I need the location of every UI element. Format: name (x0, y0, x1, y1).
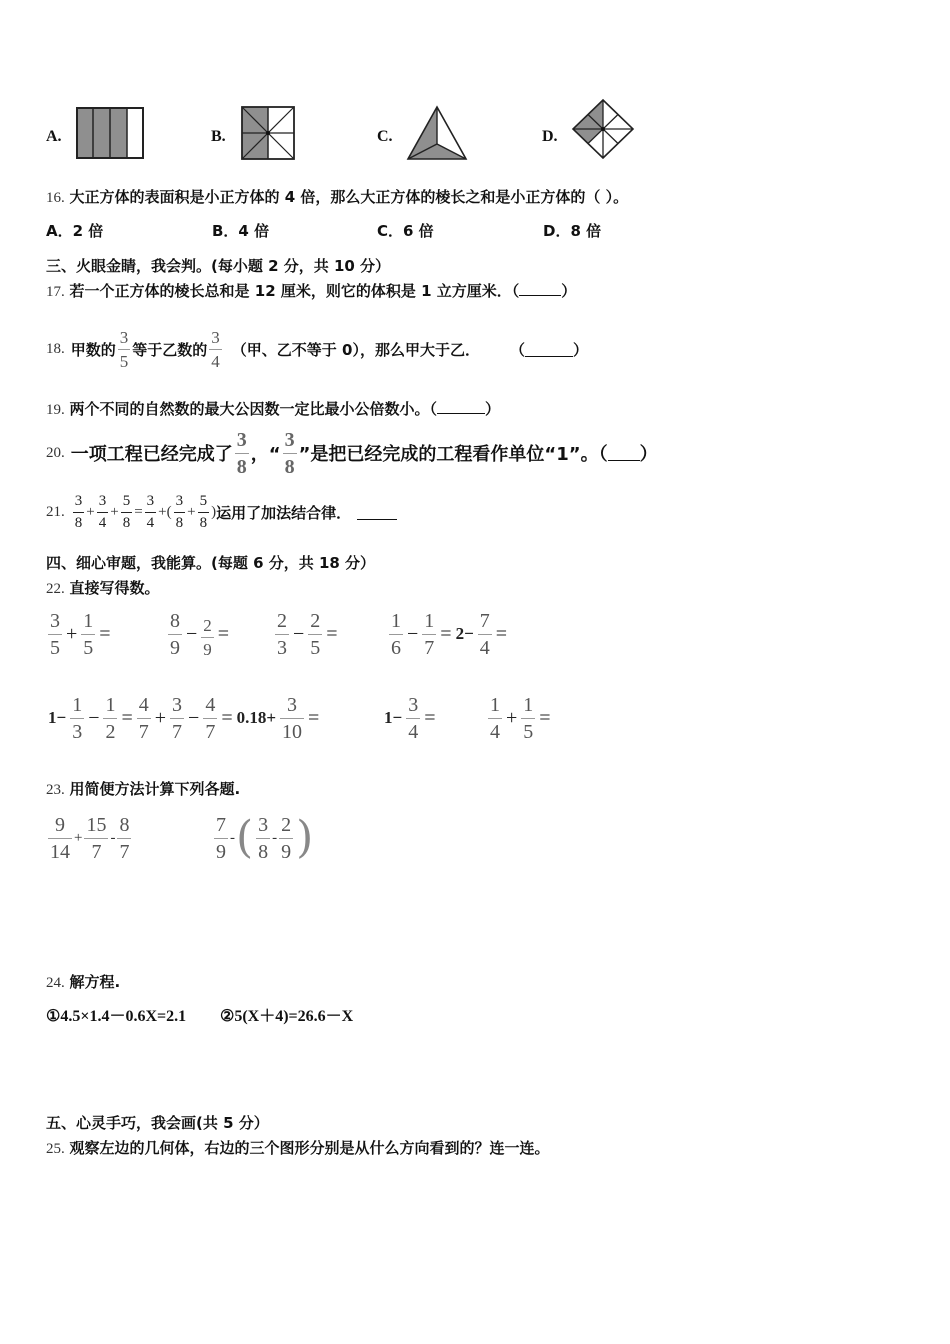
operator: ) (211, 503, 217, 520)
question-text: 观察左边的几何体，右边的三个图形分别是从什么方向看到的？连一连。 (69, 1139, 550, 1157)
q23-expression-1 (46, 812, 133, 864)
equals: = (217, 622, 230, 645)
question-text: 若一个正方体的棱长总和是 12 厘米，则它的体积是 1 立方厘米．（ (69, 282, 520, 300)
operator: + (86, 503, 95, 520)
calc-item (46, 690, 321, 746)
option-a[interactable]: A．2 倍 (46, 222, 104, 240)
question-number: 19. (46, 402, 65, 418)
fraction: $\frac{2}{9}$ (281, 813, 292, 863)
right-paren: ) (296, 812, 314, 863)
operator: − (407, 622, 419, 645)
operator: + (66, 622, 78, 645)
question-text: ，“ (250, 444, 281, 465)
question-number: 17. (46, 284, 65, 300)
question-number: 23. (46, 782, 65, 798)
figure-c-triangle-icon (406, 105, 468, 161)
q15-options (0, 95, 950, 165)
equals: = (99, 622, 111, 645)
question-text: 两个不同的自然数的最大公因数一定比最小公倍数小。（ (69, 400, 438, 418)
answer-blank[interactable] (437, 399, 485, 414)
fraction: $\frac{4}{7}$ (138, 693, 149, 743)
calc-item (166, 606, 231, 662)
operator: + (154, 706, 167, 729)
fraction: $\frac{7}{4}$ (479, 609, 490, 659)
operator: - (230, 829, 235, 846)
question-number: 22. (46, 581, 65, 597)
fraction: $\frac{1}{5}$ (523, 693, 534, 743)
fraction: $\frac{3}{8}$ (284, 428, 295, 478)
operator: 1− (48, 708, 67, 727)
calc-item (387, 606, 509, 662)
fraction: $\frac{1}{7}$ (424, 609, 435, 659)
fraction: $\frac{1}{4}$ (490, 693, 500, 743)
figure-b-square-icon (241, 106, 295, 160)
question-text: （甲、乙不等于 0），那么甲大于乙． (231, 340, 480, 359)
section-4-title: 四、细心审题，我能算。(每题 6 分，共 18 分） (46, 554, 376, 572)
q23-expression-2 (212, 812, 314, 864)
operator: + (506, 706, 518, 729)
question-text: 直接写得数。 (69, 579, 160, 597)
operator: 0.18+ (236, 708, 277, 727)
question-text: 甲数的 (70, 340, 116, 359)
question-number: 25. (46, 1141, 65, 1157)
equals: = (495, 622, 508, 645)
calc-item (486, 690, 553, 746)
question-number: 20. (46, 444, 65, 461)
answer-blank[interactable] (519, 281, 561, 296)
fraction: $\frac{2}{9}$ (203, 615, 212, 659)
answer-blank[interactable] (608, 446, 640, 461)
operator: − (88, 706, 100, 729)
equals: = (308, 706, 320, 729)
question-text: 用简便方法计算下列各题. (69, 780, 241, 798)
fraction: $\frac{3}{8}$ (258, 813, 269, 863)
calc-item (46, 606, 113, 662)
fraction: $\frac{7}{9}$ (216, 813, 226, 863)
fraction: $\frac{9}{14}$ (50, 813, 70, 863)
option-d[interactable]: D．8 倍 (543, 222, 602, 240)
question-text: 解方程. (69, 973, 121, 991)
operator: − (186, 622, 198, 645)
close-paren: ） (561, 282, 577, 300)
question-text: 运用了加法结合律． (216, 503, 352, 522)
question-number: 24. (46, 975, 65, 991)
fraction: $\frac{2}{5}$ (310, 609, 321, 659)
operator: + (74, 829, 83, 846)
operator: − (188, 706, 200, 729)
fraction: $\frac{1}{2}$ (105, 693, 116, 743)
q22-row-1 (46, 606, 946, 662)
fraction: $\frac{5}{8}$ (122, 492, 131, 531)
fraction: $\frac{3}{4}$ (408, 693, 419, 743)
question-text: ”是把已经完成的工程看作单位“1”。（ (298, 444, 608, 465)
fraction: $\frac{4}{7}$ (205, 693, 216, 743)
option-d-label: D. (542, 128, 558, 145)
option-c-label: C. (377, 128, 393, 145)
fraction: $\frac{3}{8}$ (74, 492, 83, 531)
q22-row-2 (46, 690, 946, 746)
option-b-label: B. (211, 128, 226, 145)
fraction: $\frac{3}{10}$ (282, 693, 303, 743)
close-paren: ） (572, 340, 588, 359)
operator: +( (158, 503, 172, 520)
fraction: $\frac{3}{5}$ (50, 609, 60, 659)
operator: + (110, 503, 119, 520)
fraction: $\frac{3}{4}$ (98, 492, 107, 531)
fraction: $\frac{2}{3}$ (277, 609, 287, 659)
operator: = (134, 503, 143, 520)
option-c[interactable]: C．6 倍 (377, 222, 434, 240)
question-19 (46, 398, 500, 419)
fraction: $\frac{3}{5}$ (119, 327, 129, 371)
q24-equation-2: ②5(X＋4)=26.6－X (220, 1008, 354, 1025)
fraction: $\frac{3}{4}$ (211, 327, 220, 371)
question-number: 18. (46, 340, 65, 357)
operator: - (272, 829, 278, 846)
question-16 (46, 186, 628, 207)
option-a-label: A. (46, 128, 62, 145)
operator: - (110, 829, 116, 846)
question-17 (46, 280, 576, 301)
close-paren: ） (485, 400, 501, 418)
equals: = (440, 622, 452, 645)
calc-item (382, 690, 437, 746)
equals: = (539, 706, 551, 729)
open-paren: （ (509, 340, 525, 359)
fraction: $\frac{3}{8}$ (236, 428, 247, 478)
question-23 (46, 778, 240, 799)
answer-blank[interactable] (357, 505, 397, 520)
operator: − (293, 622, 305, 645)
fraction: $\frac{5}{8}$ (199, 492, 208, 531)
fraction: $\frac{8}{7}$ (119, 813, 130, 863)
fraction: $\frac{1}{6}$ (391, 609, 401, 659)
q24-equation-1: ①4.5×1.4－0.6X=2.1 (46, 1008, 187, 1025)
question-text: 等于乙数的 (132, 340, 208, 359)
section-5-title: 五、心灵手巧，我会画(共 5 分） (46, 1114, 269, 1132)
fraction: $\frac{15}{7}$ (86, 813, 107, 863)
question-25 (46, 1137, 550, 1158)
figure-a-rectangle-icon (76, 107, 144, 159)
operator: 2− (455, 624, 474, 643)
fraction: $\frac{8}{9}$ (170, 609, 180, 659)
question-text: 一项工程已经完成了 (70, 444, 233, 465)
left-paren: ( (236, 812, 254, 863)
question-21 (46, 488, 397, 536)
fraction: $\frac{1}{5}$ (83, 609, 94, 659)
question-number: 16. (46, 190, 65, 206)
fraction: $\frac{3}{8}$ (175, 492, 184, 531)
question-18 (46, 314, 588, 384)
question-text: 大正方体的表面积是小正方体的 4 倍，那么大正方体的棱长之和是小正方体的（ ）。 (69, 188, 629, 206)
question-22 (46, 577, 160, 598)
fraction: $\frac{1}{3}$ (72, 693, 83, 743)
equals: = (121, 706, 133, 729)
calc-item (273, 606, 340, 662)
equals: = (326, 622, 338, 645)
operator: + (187, 503, 196, 520)
section-3-title: 三、火眼金睛，我会判。(每小题 2 分，共 10 分） (46, 257, 391, 275)
answer-blank[interactable] (525, 342, 573, 357)
equals: = (221, 706, 233, 729)
equals: = (424, 706, 436, 729)
question-24 (46, 971, 120, 992)
operator: 1− (384, 708, 403, 727)
question-number: 21. (46, 503, 65, 520)
question-20 (46, 425, 658, 481)
option-b[interactable]: B．4 倍 (212, 222, 270, 240)
figure-d-diamond-icon (571, 98, 635, 160)
close-paren: ） (639, 444, 658, 465)
fraction: $\frac{3}{7}$ (172, 693, 183, 743)
fraction: $\frac{3}{4}$ (146, 492, 155, 531)
